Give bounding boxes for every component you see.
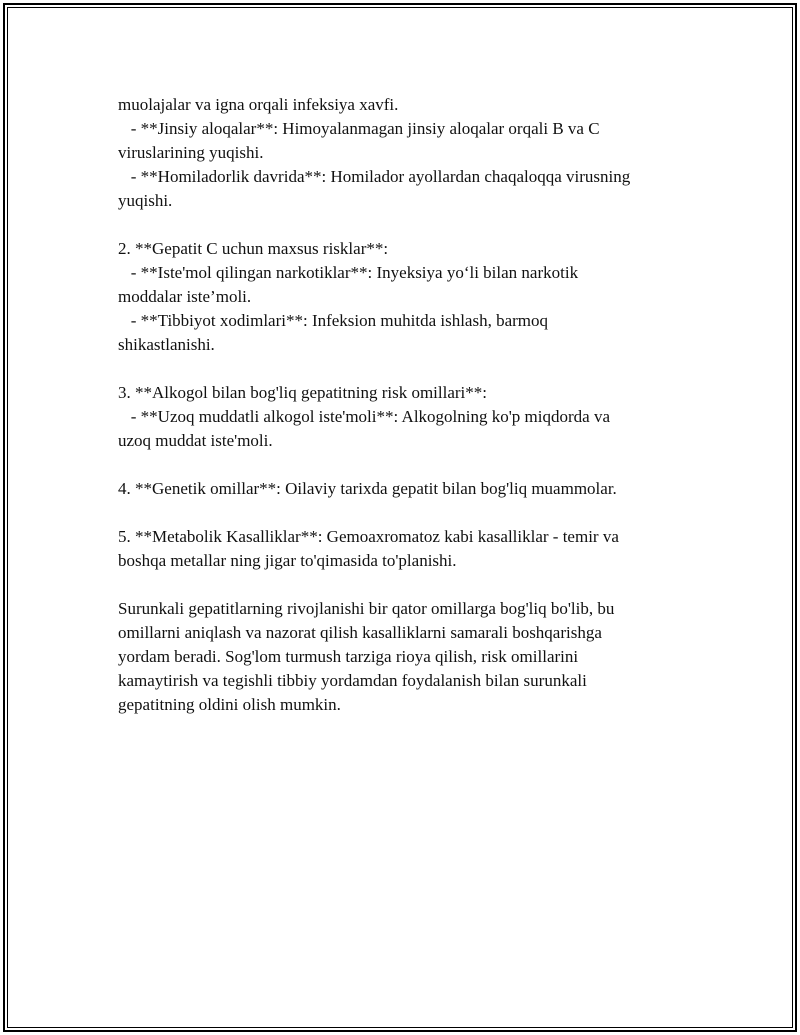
text-line: - **Iste'mol qilingan narkotiklar**: Inyeksiya yo‘li bilan narkotik [118,263,579,282]
text-line: omillarni aniqlash va nazorat qilish kasalliklarni samarali boshqarishga [118,623,602,642]
text-line: gepatitning oldini olish mumkin. [118,695,341,714]
text-line: uzoq muddat iste'moli. [118,431,273,450]
document-body [118,93,678,717]
text-line: muolajalar va igna orqali infeksiya xavfi. [118,95,399,114]
blank-line [118,573,678,597]
text-line: Surunkali gepatitlarning rivojlanishi bir qator omillarga bog'liq bo'lib, bu [118,599,615,618]
text-line: shikastlanishi. [118,335,215,354]
text-line: moddalar iste’moli. [118,287,252,306]
blank-line [118,357,678,381]
text-line: 2. **Gepatit C uchun maxsus risklar**: [118,239,389,258]
text-line: viruslarining yuqishi. [118,143,264,162]
text-line: - **Homiladorlik davrida**: Homilador ayollardan chaqaloqqa virusning [118,167,631,186]
text-line: 3. **Alkogol bilan bog'liq gepatitning risk omillari**: [118,383,488,402]
text-line: boshqa metallar ning jigar to'qimasida to'planishi. [118,551,457,570]
blank-line [118,501,678,525]
text-line: 4. **Genetik omillar**: Oilaviy tarixda gepatit bilan bog'liq muammolar. [118,479,617,498]
text-line: yuqishi. [118,191,173,210]
text-line: yordam beradi. Sog'lom turmush tarziga rioya qilish, risk omillarini [118,647,579,666]
text-line: - **Tibbiyot xodimlari**: Infeksion muhitda ishlash, barmoq [118,311,549,330]
blank-line [118,453,678,477]
blank-line [118,213,678,237]
text-line: 5. **Metabolik Kasalliklar**: Gemoaxromatoz kabi kasalliklar - temir va [118,527,619,546]
text-line: - **Uzoq muddatli alkogol iste'moli**: Alkogolning ko'p miqdorda va [118,407,610,426]
text-line: - **Jinsiy aloqalar**: Himoyalanmagan jinsiy aloqalar orqali B va C [118,119,600,138]
text-line: kamaytirish va tegishli tibbiy yordamdan foydalanish bilan surunkali [118,671,587,690]
